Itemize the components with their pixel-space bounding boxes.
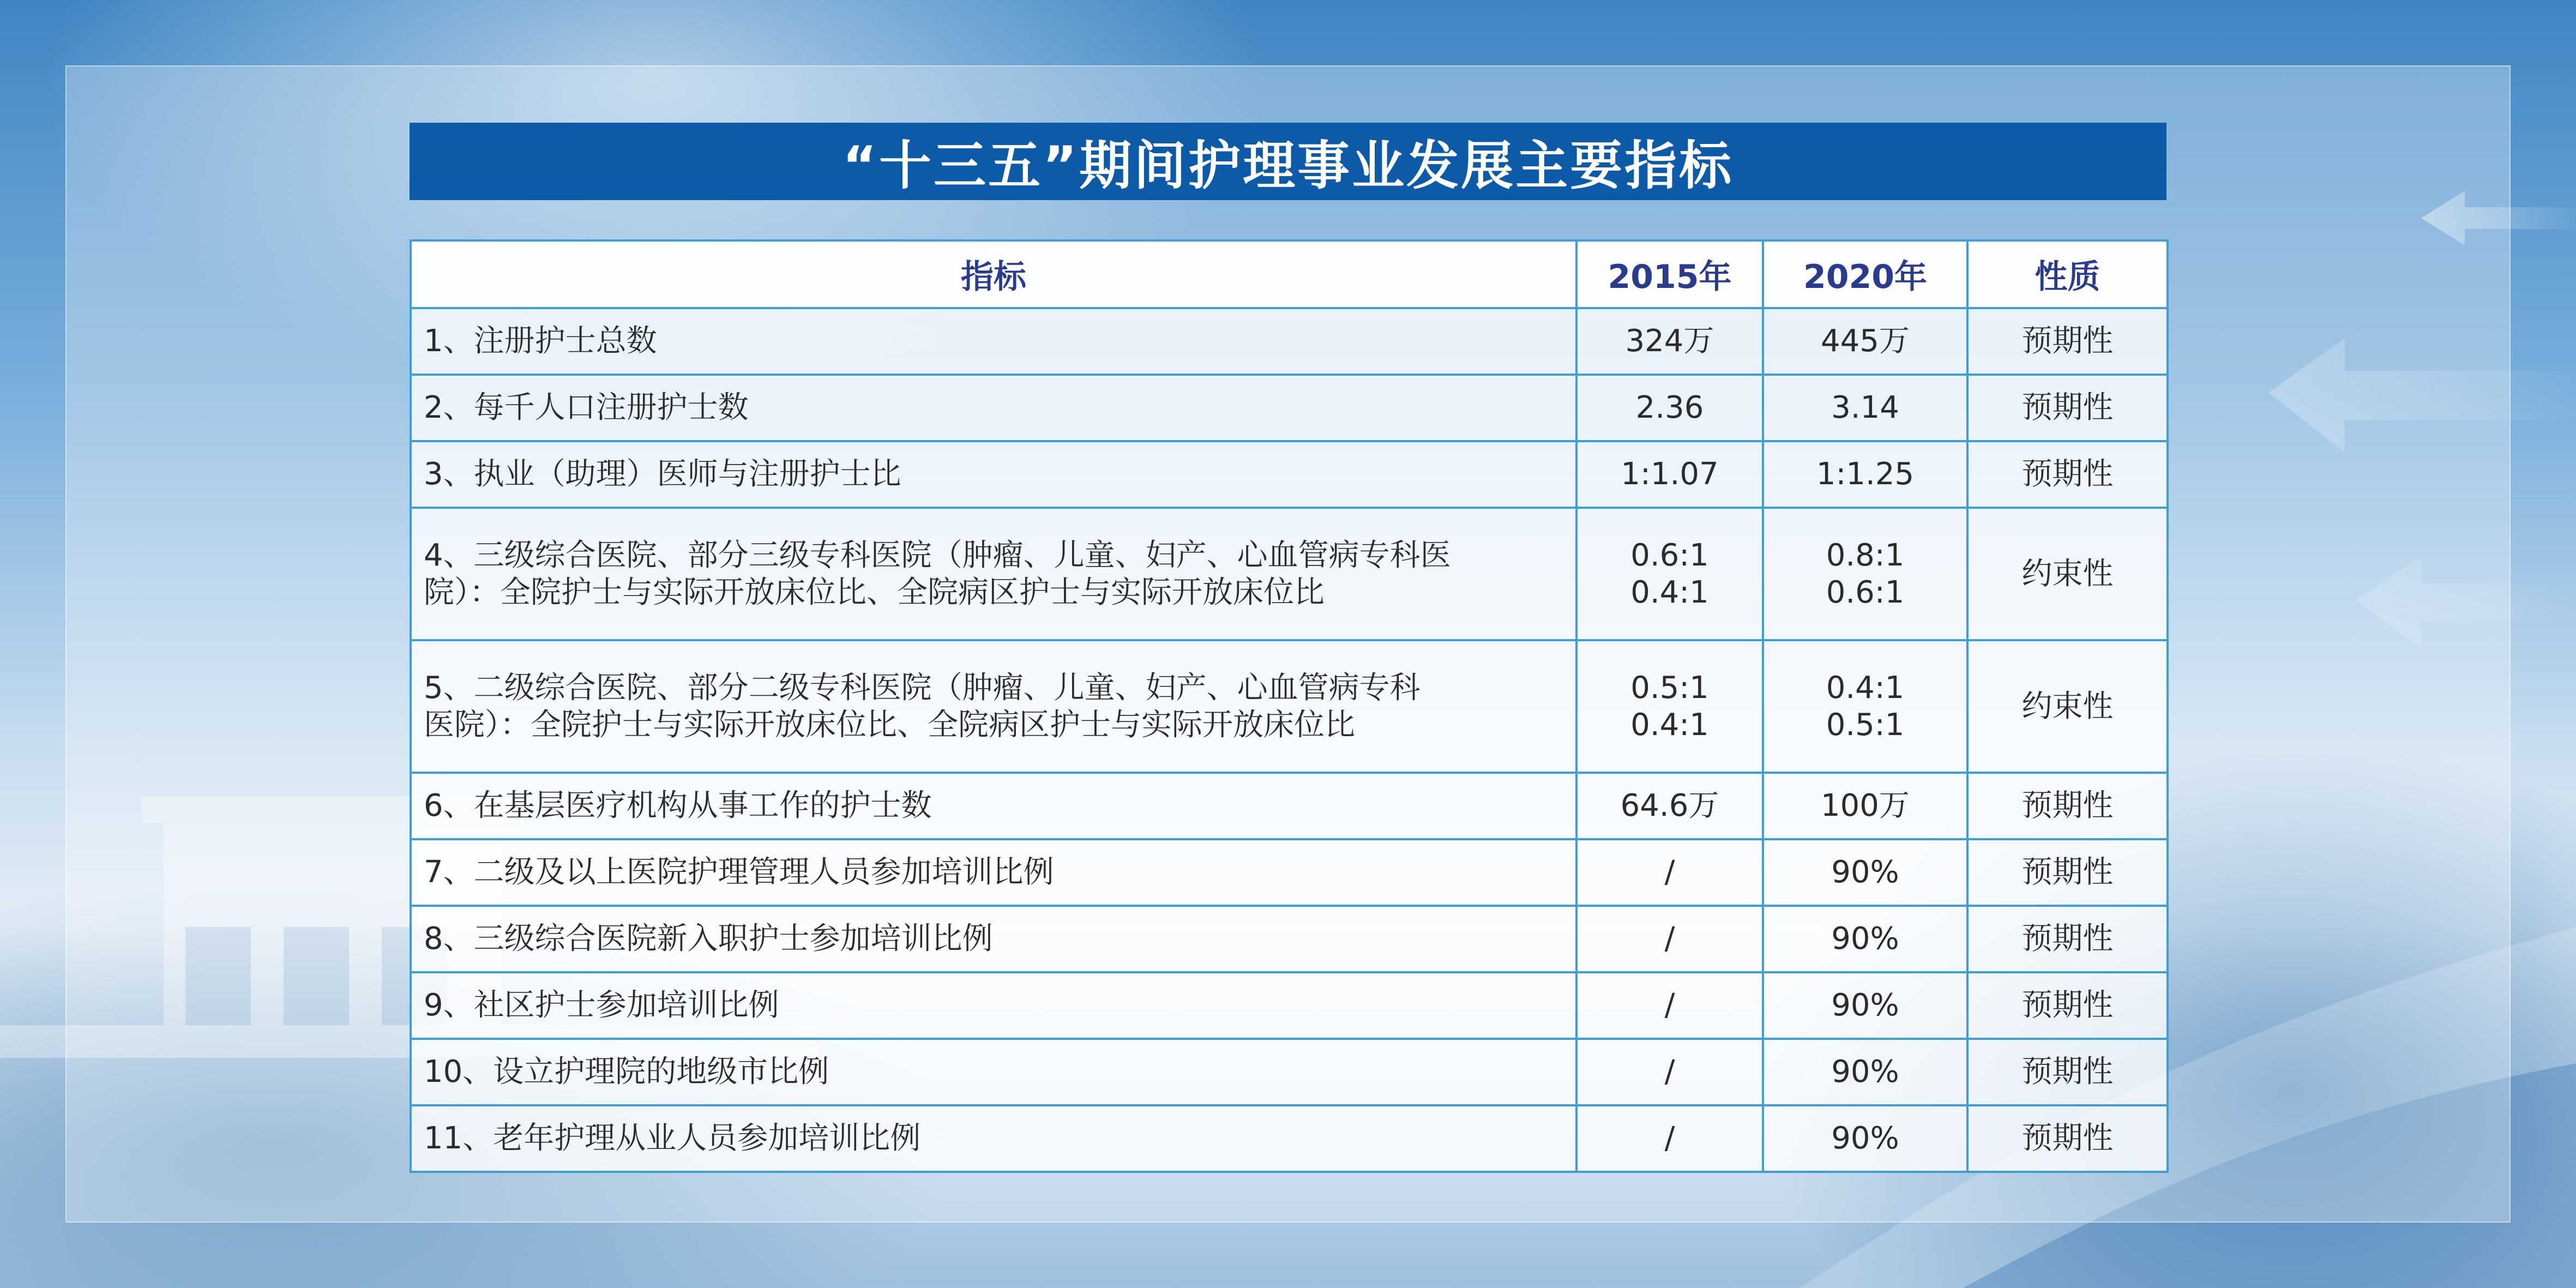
nature-cell: 预期性 — [1967, 1039, 2168, 1105]
value-2015-cell: 1:1.07 — [1576, 441, 1763, 508]
nature-cell: 预期性 — [1967, 1105, 2168, 1172]
indicator-cell: 3、执业（助理）医师与注册护士比 — [411, 441, 1576, 508]
table-row — [411, 640, 2168, 773]
indicator-cell: 5、二级综合医院、部分二级专科医院（肿瘤、儿童、妇产、心血管病专科 医院）：全院护士与实际开放床位比、全院病区护士与实际开放床位比 — [411, 640, 1576, 773]
value-2020-cell: 100万 — [1763, 773, 1967, 839]
page-title: “十三五”期间护理事业发展主要指标 — [842, 135, 1734, 196]
indicator-cell: 7、二级及以上医院护理管理人员参加培训比例 — [411, 839, 1576, 906]
table-row — [411, 508, 2168, 640]
indicator-cell: 10、设立护理院的地级市比例 — [411, 1039, 1576, 1105]
nature-cell: 预期性 — [1967, 308, 2168, 375]
nature-cell: 预期性 — [1967, 972, 2168, 1039]
header-2020: 2020年 — [1763, 240, 1967, 308]
value-2020-cell: 90% — [1763, 839, 1967, 906]
indicator-cell: 11、老年护理从业人员参加培训比例 — [411, 1105, 1576, 1172]
value-2015-cell: 64.6万 — [1576, 773, 1763, 839]
indicator-cell: 6、在基层医疗机构从事工作的护士数 — [411, 773, 1576, 839]
value-2015-cell: / — [1576, 1105, 1763, 1172]
value-2015-cell: / — [1576, 906, 1763, 972]
table-header-row — [411, 240, 2168, 308]
header-indicator: 指标 — [411, 240, 1576, 308]
nature-cell: 预期性 — [1967, 441, 2168, 508]
value-2020-cell: 90% — [1763, 972, 1967, 1039]
nature-cell: 预期性 — [1967, 906, 2168, 972]
value-2015-cell: / — [1576, 972, 1763, 1039]
value-2015-cell: 0.6:1 0.4:1 — [1576, 508, 1763, 640]
table-row — [411, 441, 2168, 508]
indicator-cell: 2、每千人口注册护士数 — [411, 375, 1576, 441]
value-2020-cell: 90% — [1763, 906, 1967, 972]
value-2015-cell: / — [1576, 839, 1763, 906]
indicator-cell: 9、社区护士参加培训比例 — [411, 972, 1576, 1039]
value-2020-cell: 90% — [1763, 1105, 1967, 1172]
value-2020-cell: 445万 — [1763, 308, 1967, 375]
table-row — [411, 906, 2168, 972]
value-2015-cell: / — [1576, 1039, 1763, 1105]
nature-cell: 预期性 — [1967, 773, 2168, 839]
header-nature: 性质 — [1967, 240, 2168, 308]
table-row — [411, 839, 2168, 906]
value-2020-cell: 1:1.25 — [1763, 441, 1967, 508]
value-2020-cell: 90% — [1763, 1039, 1967, 1105]
indicator-cell: 1、注册护士总数 — [411, 308, 1576, 375]
nature-cell: 约束性 — [1967, 508, 2168, 640]
indicator-cell: 8、三级综合医院新入职护士参加培训比例 — [411, 906, 1576, 972]
table-row — [411, 375, 2168, 441]
value-2020-cell: 3.14 — [1763, 375, 1967, 441]
table-row — [411, 972, 2168, 1039]
nature-cell: 预期性 — [1967, 839, 2168, 906]
table-row — [411, 308, 2168, 375]
table-row — [411, 1105, 2168, 1172]
title-banner — [410, 123, 2166, 200]
indicators-table — [410, 239, 2169, 1173]
table-row — [411, 1039, 2168, 1105]
nature-cell: 预期性 — [1967, 375, 2168, 441]
value-2015-cell: 324万 — [1576, 308, 1763, 375]
value-2015-cell: 0.5:1 0.4:1 — [1576, 640, 1763, 773]
nature-cell: 约束性 — [1967, 640, 2168, 773]
header-2015: 2015年 — [1576, 240, 1763, 308]
table-row — [411, 773, 2168, 839]
indicator-cell: 4、三级综合医院、部分三级专科医院（肿瘤、儿童、妇产、心血管病专科医 院）：全院护士与实际开放床位比、全院病区护士与实际开放床位比 — [411, 508, 1576, 640]
value-2015-cell: 2.36 — [1576, 375, 1763, 441]
value-2020-cell: 0.8:1 0.6:1 — [1763, 508, 1967, 640]
value-2020-cell: 0.4:1 0.5:1 — [1763, 640, 1967, 773]
